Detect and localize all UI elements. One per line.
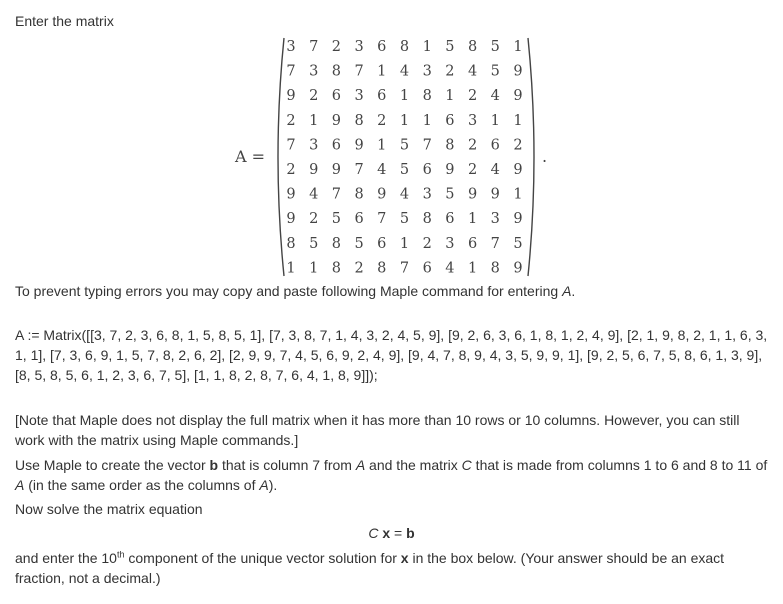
matrix-cell: 3 (422, 186, 432, 203)
matrix-cell: 2 (286, 162, 296, 178)
matrix-cell: 9 (286, 211, 296, 228)
matrix-cell: 5 (445, 186, 455, 203)
matrix-cell: 2 (331, 39, 342, 55)
ordinal-suffix: th (116, 549, 125, 560)
matrix-cell: 2 (354, 260, 364, 277)
matrix-cell: 8 (377, 260, 387, 277)
matrix-cell: 1 (490, 112, 500, 129)
answer-prompt-part: component of the unique vector solution for (124, 550, 401, 566)
matrix-cell: 6 (377, 88, 387, 105)
matrix-cell: 8 (422, 211, 432, 228)
matrix-cell: 7 (309, 39, 319, 55)
equation-equals: = (390, 525, 407, 541)
matrix-cell: 3 (422, 63, 432, 80)
matrix-cell: 9 (513, 88, 523, 105)
matrix-cell: 4 (467, 63, 478, 80)
matrix-cell: 1 (309, 112, 319, 129)
maple-command[interactable]: A := Matrix([[3, 7, 2, 3, 6, 8, 1, 5, 8, 5, 1], [7, 3, 8, 7, 1, 4, 3, 2, 4, 5, 9], [9, 2, 6, 3, 6, 1, 8, 1, 2, 4, 9], [2, 1, 9, 8, 2, 1, 1, 6, 3, 1, 1], [7, 3, 6, 9, 1, 5, 7, 8, 2, 6, 2], [2, 9, 9, 7, 4, 5, 6, 9, 2, 4, 9], [9, 4, 7, 8, 9, 4, 3, 5, 9, 9, 1], [9, 2, 5, 6, 7, 5, 8, 6, 1, 3, 9], [8, 5, 8, 5, 6, 1, 2, 3, 6, 7, 5], [1, 1, 8, 2, 8, 7, 6, 4, 1, 8, 9]]); (15, 327, 768, 383)
matrix-cell: 6 (377, 235, 387, 252)
matrix-cell: 9 (467, 186, 478, 203)
matrix-cell: 9 (286, 88, 296, 105)
matrix-cell: 9 (513, 211, 523, 228)
matrix-cell: 5 (331, 211, 342, 228)
instruction-part: and the matrix (365, 457, 462, 473)
matrix-cell: 6 (445, 112, 455, 129)
matrix-cell: 9 (513, 260, 523, 277)
matrix-cell: 3 (445, 235, 455, 252)
matrix-cell: 7 (286, 63, 296, 80)
matrix-cell: 2 (309, 211, 319, 228)
equation (0, 525, 783, 541)
instruction-part: Use Maple to create the vector (15, 457, 210, 473)
left-bracket (278, 38, 284, 276)
matrix-cell: 2 (513, 137, 523, 154)
matrix-cell: 8 (331, 63, 342, 80)
matrix-cell: 6 (445, 211, 455, 228)
matrix-cell: 8 (467, 39, 478, 55)
matrix-cell: 3 (309, 137, 319, 154)
copy-prompt-var: A (562, 283, 572, 299)
matrix-cell: 5 (399, 162, 410, 178)
matrix-cell: 7 (331, 186, 342, 203)
matrix-cell: 6 (467, 235, 478, 252)
matrix-cell: 7 (377, 211, 387, 228)
copy-prompt-end: . (571, 283, 576, 299)
matrix-cell: 2 (377, 112, 387, 129)
matrix-cell: 6 (422, 260, 432, 277)
matrix-cell: 9 (445, 162, 455, 178)
matrix-cells (286, 39, 522, 276)
answer-prompt-part: in the box below. (Your answer should be an exact fraction, not a decimal.) (15, 550, 725, 586)
matrix-cell: 5 (309, 235, 319, 252)
matrix-cell: 2 (445, 63, 455, 80)
matrix-cell: 2 (467, 88, 478, 105)
matrix-display (0, 0, 783, 280)
matrix-cell: 7 (490, 235, 500, 252)
matrix-cell: 7 (422, 137, 432, 154)
intro-text: Enter the matrix (15, 13, 114, 29)
matrix-cell: 4 (490, 88, 500, 105)
matrix-cell: 7 (354, 63, 364, 80)
matrix-cell: 5 (399, 211, 410, 228)
matrix-cell: 9 (354, 137, 364, 154)
matrix-cell: 1 (513, 39, 523, 55)
matrix-cell: 3 (309, 63, 319, 80)
matrix-cell: 2 (309, 88, 319, 105)
matrix-cell: 1 (399, 235, 410, 252)
matrix-cell: 4 (377, 162, 387, 178)
matrix-cell: 8 (354, 112, 364, 129)
matrix-cell: 1 (467, 211, 478, 228)
right-bracket (528, 38, 534, 276)
note-text: [Note that Maple does not display the full matrix when it has more than 10 rows or 10 columns. However, you can still work with the matrix using Maple commands.] (15, 412, 740, 448)
matrix-cell: 3 (490, 211, 500, 228)
matrix-cell: 6 (331, 137, 342, 154)
matrix-cell: 1 (422, 39, 432, 55)
matrix-cell: 8 (331, 235, 342, 252)
matrix-cell: 3 (286, 39, 296, 55)
matrix-cell: 8 (422, 88, 432, 105)
matrix-cell: 3 (467, 112, 478, 129)
matrix-cell: 9 (331, 112, 342, 129)
matrix-c-ref: C (461, 457, 472, 473)
equation-x: x (382, 525, 391, 541)
matrix-cell: 2 (286, 112, 296, 129)
copy-prompt (15, 281, 770, 301)
matrix-cell: 1 (399, 88, 410, 105)
instruction-part: that is made from columns 1 to 6 and 8 to 11 of (471, 457, 768, 473)
matrix-lhs-label: A = (234, 147, 265, 166)
matrix-cell: 5 (445, 39, 455, 55)
matrix-cell: 5 (399, 137, 410, 154)
matrix-cell: 4 (399, 63, 410, 80)
matrix-cell: 8 (331, 260, 342, 277)
matrix-cell: 7 (354, 162, 364, 178)
matrix-cell: 1 (513, 112, 523, 129)
matrix-cell: 1 (377, 137, 387, 154)
matrix-cell: 7 (286, 137, 296, 154)
matrix-cell: 8 (286, 235, 296, 252)
equation-c: C (368, 525, 379, 541)
matrix-cell: 1 (445, 88, 455, 105)
matrix-cell: 4 (490, 162, 500, 178)
matrix-cell: 4 (399, 186, 410, 203)
matrix-cell: 6 (422, 162, 432, 178)
matrix-cell: 4 (445, 260, 455, 277)
instruction-part: (in the same order as the columns of (24, 477, 260, 493)
matrix-cell: 1 (422, 112, 432, 129)
matrix-cell: 8 (445, 137, 455, 154)
matrix-cell: 9 (286, 186, 296, 203)
matrix-cell: 2 (467, 162, 478, 178)
matrix-cell: 8 (399, 39, 410, 55)
vector-x: x (400, 550, 409, 566)
matrix-cell: 5 (513, 235, 523, 252)
solve-prompt: Now solve the matrix equation (15, 501, 203, 517)
matrix-a-ref: A (15, 477, 25, 493)
matrix-cell: 9 (513, 63, 523, 80)
matrix-cell: 5 (354, 235, 364, 252)
matrix-cell: 1 (513, 186, 523, 203)
matrix-cell: 9 (377, 186, 387, 203)
matrix-cell: 7 (399, 260, 410, 277)
instruction-part: that is column 7 from (218, 457, 356, 473)
matrix-cell: 6 (490, 137, 500, 154)
matrix-a-ref: A (355, 457, 366, 473)
matrix-a-ref: A (259, 477, 269, 493)
vector-b: b (209, 457, 219, 473)
matrix-cell: 6 (377, 39, 387, 55)
matrix-cell: 1 (467, 260, 478, 277)
matrix-cell: 2 (422, 235, 432, 252)
answer-prompt-part: and enter the 10 (15, 550, 117, 566)
instruction-part: ). (268, 477, 278, 493)
copy-prompt-text: To prevent typing errors you may copy and paste following Maple command for entering (15, 283, 563, 299)
matrix-cell: 1 (286, 260, 296, 277)
matrix-cell: 9 (331, 162, 342, 178)
matrix-cell: 3 (354, 39, 364, 55)
matrix-cell: 6 (354, 211, 364, 228)
matrix-cell: 1 (309, 260, 319, 277)
matrix-cell: 9 (490, 186, 500, 203)
matrix-cell: 5 (490, 63, 500, 80)
matrix-cell: 4 (309, 186, 319, 203)
equation-b: b (406, 525, 415, 541)
matrix-cell: 9 (309, 162, 319, 178)
answer-prompt (15, 548, 770, 588)
matrix-cell: 5 (490, 39, 500, 55)
matrix-cell: 2 (467, 137, 478, 154)
matrix-trailing-period: . (542, 147, 548, 166)
matrix-cell: 8 (354, 186, 364, 203)
matrix-cell: 3 (354, 88, 364, 105)
matrix-cell: 1 (399, 112, 410, 129)
matrix-cell: 6 (331, 88, 342, 105)
instruction-text (15, 455, 770, 495)
matrix-cell: 9 (513, 162, 523, 178)
matrix-cell: 1 (377, 63, 387, 80)
matrix-cell: 8 (490, 260, 500, 277)
